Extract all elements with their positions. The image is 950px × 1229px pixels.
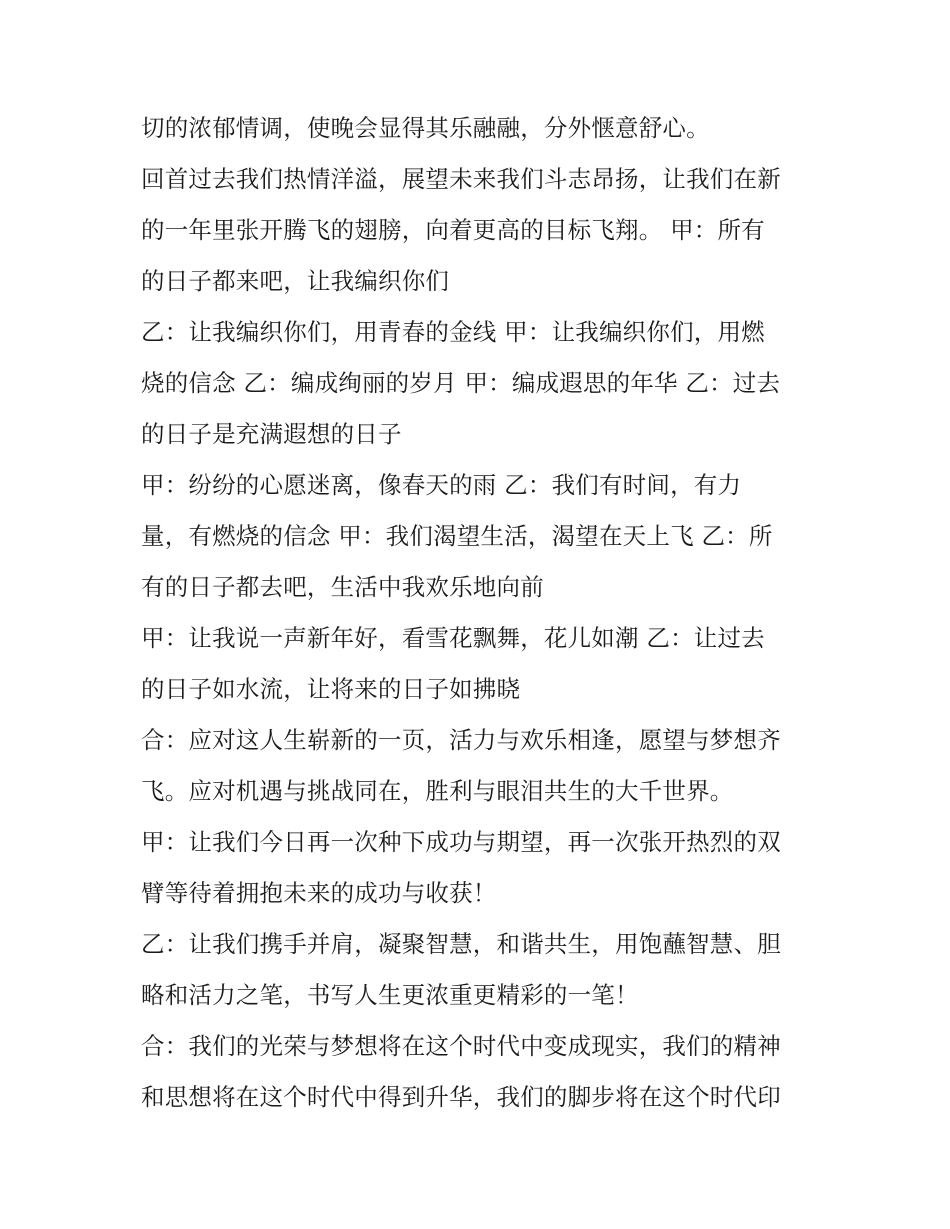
text-line: 回首过去我们热情洋溢，展望未来我们斗志昂扬，让我们在新 <box>141 165 781 193</box>
text-line: 臂等待着拥抱未来的成功与收获！ <box>141 879 497 907</box>
text-line: 的一年里张开腾飞的翅膀，向着更高的目标飞翔。 甲：所有 <box>141 216 765 244</box>
text-line: 乙：让我编织你们，用青春的金线 甲：让我编织你们，用燃 <box>141 318 765 346</box>
text-line: 量，有燃烧的信念 甲：我们渴望生活，渴望在天上飞 乙：所 <box>141 522 773 550</box>
text-line: 略和活力之笔，书写人生更浓重更精彩的一笔！ <box>141 981 639 1009</box>
text-line: 飞。应对机遇与挑战同在，胜利与眼泪共生的大千世界。 <box>141 777 734 805</box>
text-line: 甲：纷纷的心愿迷离，像春天的雨 乙：我们有时间，有力 <box>141 471 742 499</box>
text-line: 烧的信念 乙：编成绚丽的岁月 甲：编成遐思的年华 乙：过去 <box>141 369 781 397</box>
text-line: 有的日子都去吧，生活中我欢乐地向前 <box>141 573 544 601</box>
text-line: 合：应对这人生崭新的一页，活力与欢乐相逢，愿望与梦想齐 <box>141 726 781 754</box>
text-line: 的日子是充满遐想的日子 <box>141 420 402 448</box>
text-line: 切的浓郁情调，使晚会显得其乐融融，分外惬意舒心。 <box>141 114 710 142</box>
text-line: 合：我们的光荣与梦想将在这个时代中变成现实，我们的精神 <box>141 1032 781 1060</box>
document-body <box>141 103 821 1123</box>
text-line: 的日子都来吧，让我编织你们 <box>141 267 450 295</box>
text-line: 和思想将在这个时代中得到升华，我们的脚步将在这个时代印 <box>141 1083 781 1111</box>
text-line: 甲：让我们今日再一次种下成功与期望，再一次张开热烈的双 <box>141 828 781 856</box>
text-line: 乙：让我们携手并肩，凝聚智慧，和谐共生，用饱蘸智慧、胆 <box>141 930 781 958</box>
text-line: 甲：让我说一声新年好，看雪花飘舞，花儿如潮 乙：让过去 <box>141 624 765 652</box>
text-line: 的日子如水流，让将来的日子如拂晓 <box>141 675 521 703</box>
